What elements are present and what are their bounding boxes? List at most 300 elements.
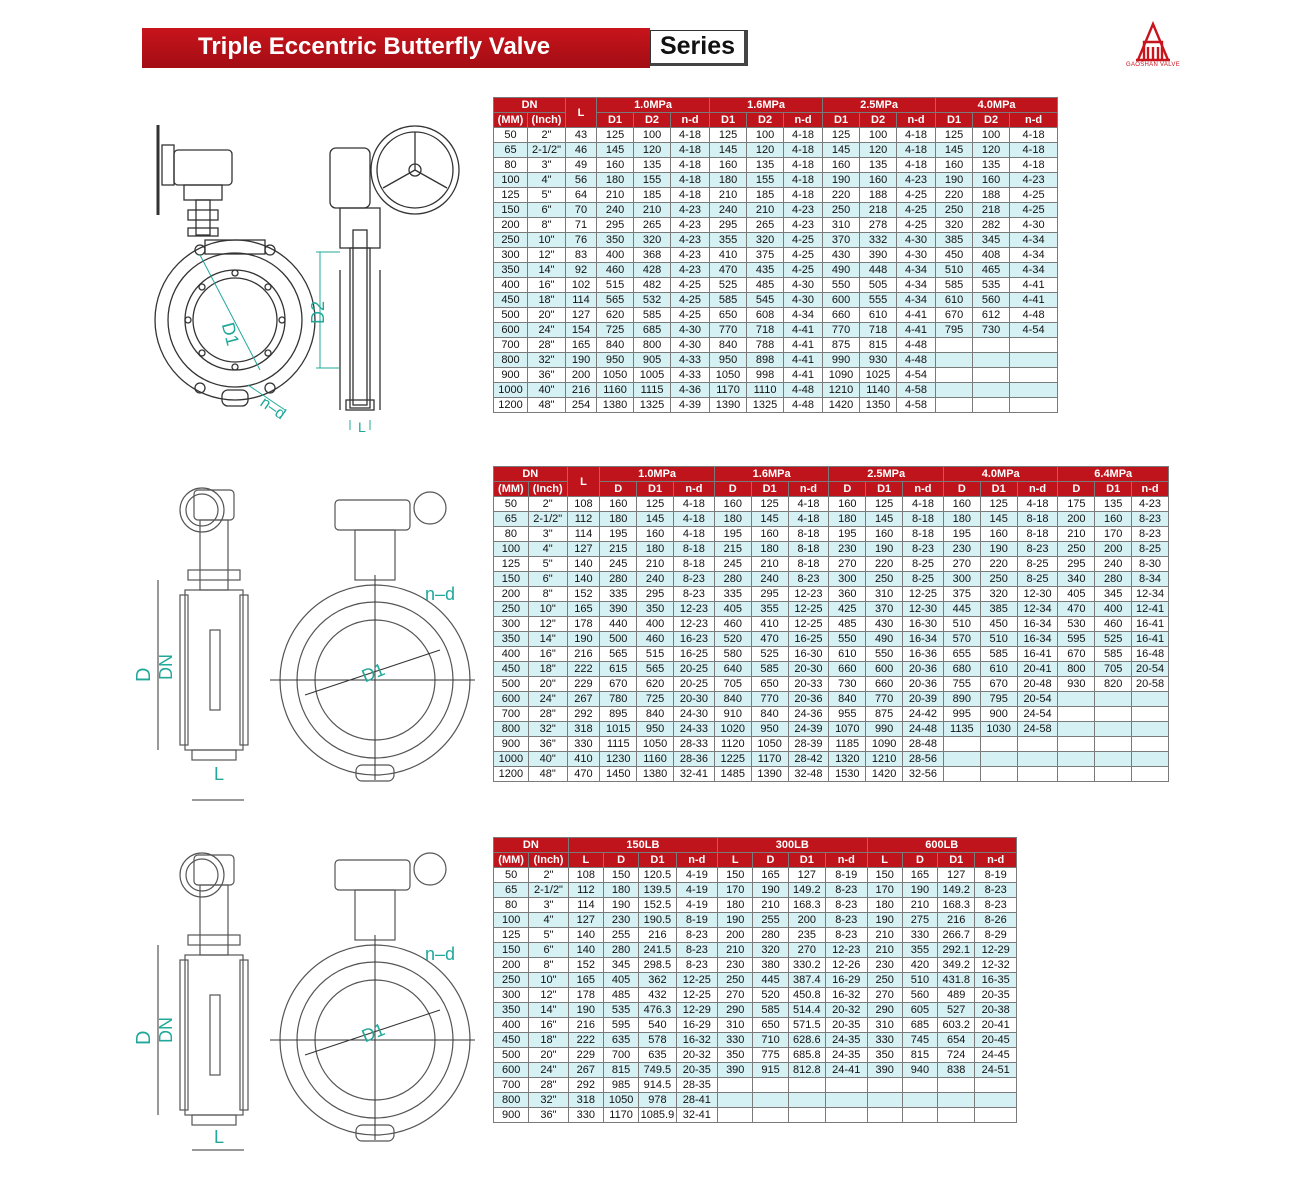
group-header: 4.0MPa (943, 467, 1058, 482)
table-cell: 2" (528, 497, 567, 512)
table-cell: 12-30 (903, 602, 944, 617)
table-row (494, 248, 1058, 263)
table-cell: 1115 (600, 737, 637, 752)
table-cell: 635 (639, 1048, 676, 1063)
table-cell: 112 (567, 512, 600, 527)
table-cell: 28-33 (673, 737, 714, 752)
table-cell: 160 (973, 173, 1010, 188)
table-cell: 4-23 (897, 173, 936, 188)
column-header: D (600, 482, 637, 497)
table-cell: 1420 (823, 398, 860, 413)
column-header: D1 (637, 482, 674, 497)
table-cell (973, 338, 1010, 353)
table-cell: 235 (788, 928, 825, 943)
table-cell: 700 (494, 1078, 529, 1093)
table-cell: 28" (528, 707, 567, 722)
table-cell: 571.5 (788, 1018, 825, 1033)
table-row (494, 737, 1169, 752)
table-cell: 270 (718, 988, 753, 1003)
table-cell: 405 (1058, 587, 1095, 602)
table-cell: 190 (980, 542, 1017, 557)
table-cell: 100 (494, 542, 529, 557)
table-cell: 140 (567, 557, 600, 572)
table-cell (902, 1093, 937, 1108)
table-cell: 4-23 (1132, 497, 1169, 512)
table-cell: 430 (866, 617, 903, 632)
table-cell: 514.4 (788, 1003, 825, 1018)
table-cell: 610 (829, 647, 866, 662)
table-cell: 20-33 (788, 677, 829, 692)
table-cell: 431.8 (938, 973, 975, 988)
table-cell: 4-18 (1010, 158, 1058, 173)
table-cell: 8-23 (673, 587, 714, 602)
table-cell: 4-30 (1010, 218, 1058, 233)
table-row (494, 1018, 1017, 1033)
table-cell: 20-35 (825, 1018, 867, 1033)
group-header: 2.5MPa (823, 98, 936, 113)
table-cell: 4-18 (673, 512, 714, 527)
table-cell: 8-23 (676, 943, 718, 958)
table-cell: 8-23 (788, 572, 829, 587)
table-cell: 190 (866, 542, 903, 557)
table-cell: 120 (634, 143, 671, 158)
column-header: D (753, 853, 788, 868)
table-cell: 1020 (714, 722, 751, 737)
table-cell: 12-25 (676, 973, 718, 988)
table-cell: 150 (494, 572, 529, 587)
table-cell: 770 (710, 323, 747, 338)
table-cell: 250 (494, 233, 528, 248)
group-header: 1.6MPa (710, 98, 823, 113)
table-cell: 1390 (710, 398, 747, 413)
table-row (494, 278, 1058, 293)
table-cell: 4-18 (671, 188, 710, 203)
table-cell: 1225 (714, 752, 751, 767)
table-cell: 4-19 (676, 898, 718, 913)
table-cell: 4-41 (784, 368, 823, 383)
table-cell: 270 (943, 557, 980, 572)
table-cell: 1050 (603, 1093, 638, 1108)
table-cell: 275 (902, 913, 937, 928)
table-cell: 5" (528, 557, 567, 572)
table-cell: 4-41 (784, 338, 823, 353)
table-cell: 125 (980, 497, 1017, 512)
table-cell: 2" (528, 128, 566, 143)
table-cell: 190 (566, 353, 597, 368)
table-cell: 180 (714, 512, 751, 527)
table-cell: 24-54 (1017, 707, 1058, 722)
table-cell: 4-58 (897, 398, 936, 413)
table-cell: 8-18 (788, 542, 829, 557)
table-cell: 4-34 (1010, 248, 1058, 263)
table-cell: 485 (747, 278, 784, 293)
table-cell: 280 (603, 943, 638, 958)
table-cell: 4-18 (897, 128, 936, 143)
table-cell: 8-18 (1017, 512, 1058, 527)
table-cell: 16-41 (1017, 647, 1058, 662)
table-cell: 362 (639, 973, 676, 988)
table-cell: 20-36 (788, 692, 829, 707)
table-cell: 265 (634, 218, 671, 233)
column-header: L (867, 853, 902, 868)
table-cell: 295 (1058, 557, 1095, 572)
table-cell: 16" (529, 1018, 568, 1033)
table-cell: 160 (600, 497, 637, 512)
table-cell: 978 (639, 1093, 676, 1108)
table-cell: 8-23 (903, 542, 944, 557)
table-row (494, 1093, 1017, 1108)
table-row (494, 913, 1017, 928)
table-cell: 46 (566, 143, 597, 158)
table-cell: 4-30 (671, 323, 710, 338)
table-cell: 180 (597, 173, 634, 188)
table-cell: 890 (943, 692, 980, 707)
table-cell: 218 (973, 203, 1010, 218)
table-cell: 125 (866, 497, 903, 512)
table-cell: 150 (867, 868, 902, 883)
table-cell: 900 (980, 707, 1017, 722)
title-banner (142, 28, 748, 68)
table-cell: 8-25 (903, 557, 944, 572)
nd-label-3: n–d (425, 944, 456, 964)
table-cell: 8-26 (975, 913, 1017, 928)
table-cell: 545 (747, 293, 784, 308)
table-cell: 603.2 (938, 1018, 975, 1033)
table-cell: 1200 (494, 767, 529, 782)
table-cell: 24-35 (825, 1048, 867, 1063)
table-cell: 145 (936, 143, 973, 158)
table-cell: 450 (980, 617, 1017, 632)
table-cell (1095, 707, 1132, 722)
table-cell: 6" (529, 943, 568, 958)
table-cell: 320 (747, 233, 784, 248)
spec-table-flanged-mpa (493, 466, 1169, 782)
table-row (494, 497, 1169, 512)
table-cell: 24-58 (1017, 722, 1058, 737)
table-cell: 165 (566, 338, 597, 353)
table-cell: 705 (714, 677, 751, 692)
table-cell: 188 (973, 188, 1010, 203)
table-cell: 210 (1058, 527, 1095, 542)
table-cell: 500 (494, 677, 529, 692)
valve-drawing-wafer (140, 110, 480, 450)
table-cell: 8-25 (1017, 557, 1058, 572)
table-cell: 40" (528, 383, 566, 398)
table-cell: 4-41 (1010, 293, 1058, 308)
table-cell: 815 (902, 1048, 937, 1063)
table-cell: 585 (634, 308, 671, 323)
table-cell: 270 (829, 557, 866, 572)
table-cell: 420 (902, 958, 937, 973)
table-cell: 160 (980, 527, 1017, 542)
table-cell: 3" (528, 158, 566, 173)
table-cell: 4-23 (784, 218, 823, 233)
table-cell: 445 (753, 973, 788, 988)
table-cell: 410 (751, 617, 788, 632)
table-cell: 440 (600, 617, 637, 632)
table-cell: 4-18 (784, 173, 823, 188)
table-cell: 152 (567, 587, 600, 602)
table-cell: 4-25 (784, 263, 823, 278)
table-cell (975, 1093, 1017, 1108)
table-cell: 4-18 (897, 143, 936, 158)
table-cell: 230 (943, 542, 980, 557)
table-cell: 660 (866, 677, 903, 692)
table-cell: 18" (528, 662, 567, 677)
table-cell: 24-51 (975, 1063, 1017, 1078)
table-cell: 4-34 (897, 278, 936, 293)
table-cell: 4-18 (671, 173, 710, 188)
l-header: L (567, 467, 600, 497)
table-cell: 410 (567, 752, 600, 767)
column-header: n-d (784, 113, 823, 128)
table-cell: 654 (938, 1033, 975, 1048)
table-cell: 800 (494, 722, 529, 737)
table-cell: 180 (943, 512, 980, 527)
table-cell: 1025 (860, 368, 897, 383)
dn-header: DN (494, 838, 569, 853)
table-row (494, 188, 1058, 203)
table-cell (825, 1093, 867, 1108)
table-cell: 4-39 (671, 398, 710, 413)
table-cell: 230 (603, 913, 638, 928)
table-cell: 476.3 (639, 1003, 676, 1018)
table-cell: 4-23 (671, 218, 710, 233)
table-cell: 240 (637, 572, 674, 587)
table-cell: 355 (902, 943, 937, 958)
table-cell: 168.3 (788, 898, 825, 913)
table-cell: 350 (718, 1048, 753, 1063)
column-header: n-d (671, 113, 710, 128)
table-cell: 12-23 (825, 943, 867, 958)
table-cell (936, 368, 973, 383)
table-cell: 150 (494, 203, 528, 218)
table-cell: 505 (860, 278, 897, 293)
table-cell: 620 (597, 308, 634, 323)
table-cell: 550 (829, 632, 866, 647)
group-header: 600LB (867, 838, 1016, 853)
table-cell: 170 (718, 883, 753, 898)
table-cell: 1030 (980, 722, 1017, 737)
table-cell: 160 (597, 158, 634, 173)
page-title: Triple Eccentric Butterfly Valve (198, 33, 551, 60)
table-cell: 80 (494, 158, 528, 173)
table-row (494, 1108, 1017, 1123)
table-cell: 220 (936, 188, 973, 203)
table-cell: 190 (867, 913, 902, 928)
table-cell: 10" (528, 602, 567, 617)
table-cell: 50 (494, 868, 529, 883)
table-cell: 490 (866, 632, 903, 647)
table-cell (1132, 707, 1169, 722)
table-cell: 112 (568, 883, 603, 898)
table-cell: 585 (1095, 647, 1132, 662)
table-cell: 510 (902, 973, 937, 988)
table-cell: 578 (639, 1033, 676, 1048)
table-cell: 20-48 (1017, 677, 1058, 692)
table-cell: 405 (714, 602, 751, 617)
table-cell: 250 (867, 973, 902, 988)
table-cell: 16-34 (1017, 617, 1058, 632)
table-cell (902, 1108, 937, 1123)
table-cell: 125 (597, 128, 634, 143)
table-cell: 450 (494, 1033, 529, 1048)
table-cell: 4-23 (784, 203, 823, 218)
table-cell: 8-23 (825, 928, 867, 943)
table-cell: 152 (568, 958, 603, 973)
table-cell: 320 (936, 218, 973, 233)
column-header: n-d (676, 853, 718, 868)
table-cell: 950 (637, 722, 674, 737)
table-cell: 43 (566, 128, 597, 143)
table-cell: 565 (597, 293, 634, 308)
table-cell: 345 (1095, 587, 1132, 602)
table-cell: 385 (980, 602, 1017, 617)
table-cell: 532 (634, 293, 671, 308)
table-row (494, 1033, 1017, 1048)
table-cell: 218 (860, 203, 897, 218)
table-row (494, 722, 1169, 737)
table-cell: 36" (528, 737, 567, 752)
table-cell: 1005 (634, 368, 671, 383)
table-cell: 160 (637, 527, 674, 542)
table-cell: 210 (634, 203, 671, 218)
table-cell: 195 (943, 527, 980, 542)
table-row (494, 752, 1169, 767)
table-cell: 83 (566, 248, 597, 263)
table-cell: 820 (1095, 677, 1132, 692)
table-cell: 250 (823, 203, 860, 218)
table-cell: 125 (823, 128, 860, 143)
table-cell: 12" (528, 617, 567, 632)
table-cell: 1530 (829, 767, 866, 782)
table-cell: 4-18 (1010, 143, 1058, 158)
table-cell: 290 (867, 1003, 902, 1018)
table-cell: 241.5 (639, 943, 676, 958)
table-cell: 4-34 (897, 263, 936, 278)
table-cell: 200 (1095, 542, 1132, 557)
table-cell: 16-29 (825, 973, 867, 988)
table-cell: 1170 (710, 383, 747, 398)
table-cell (1058, 737, 1095, 752)
table-cell: 28-36 (673, 752, 714, 767)
l-header: L (566, 98, 597, 128)
column-header: n-d (903, 482, 944, 497)
table-cell: 1090 (866, 737, 903, 752)
table-cell: 408 (973, 248, 1010, 263)
table-cell: 20" (528, 677, 567, 692)
table-cell: 16-32 (825, 988, 867, 1003)
table-cell: 120 (747, 143, 784, 158)
table-cell: 180 (603, 883, 638, 898)
table-cell: 4-41 (784, 323, 823, 338)
table-cell (936, 353, 973, 368)
table-cell: 210 (902, 898, 937, 913)
table-row (494, 868, 1017, 883)
column-header: D1 (597, 113, 634, 128)
table-cell: 355 (751, 602, 788, 617)
table-cell: 16-30 (788, 647, 829, 662)
series-label: Series (659, 32, 736, 60)
table-cell: 170 (1095, 527, 1132, 542)
table-cell: 240 (1095, 557, 1132, 572)
table-cell: 875 (823, 338, 860, 353)
table-cell: 8-19 (825, 868, 867, 883)
table-cell: 120 (860, 143, 897, 158)
table-cell: 4-18 (671, 158, 710, 173)
table-cell: 18" (529, 1033, 568, 1048)
table-cell: 995 (943, 707, 980, 722)
table-cell: 840 (637, 707, 674, 722)
table-cell: 510 (936, 263, 973, 278)
table-cell (1095, 767, 1132, 782)
table-cell: 160 (936, 158, 973, 173)
inch-header: (Inch) (528, 113, 566, 128)
table-cell: 56 (566, 173, 597, 188)
table-cell: 350 (494, 632, 529, 647)
column-header: n-d (897, 113, 936, 128)
group-header: 1.0MPa (600, 467, 715, 482)
table-cell: 8-23 (1132, 527, 1169, 542)
table-cell: 1170 (603, 1108, 638, 1123)
table-cell (936, 398, 973, 413)
table-cell: 5" (529, 928, 568, 943)
table-cell: 20-41 (1017, 662, 1058, 677)
table-cell: 310 (867, 1018, 902, 1033)
table-cell (1010, 338, 1058, 353)
table-cell: 140 (567, 572, 600, 587)
table-cell: 795 (980, 692, 1017, 707)
group-header: 2.5MPa (829, 467, 944, 482)
table-cell: 267 (567, 692, 600, 707)
table-cell: 840 (829, 692, 866, 707)
table-cell: 20-25 (673, 662, 714, 677)
table-cell: 550 (866, 647, 903, 662)
table-cell: 4-18 (788, 512, 829, 527)
table-row (494, 368, 1058, 383)
table-cell: 20-32 (825, 1003, 867, 1018)
d2-label: D2 (308, 300, 328, 324)
table-cell: 355 (710, 233, 747, 248)
d1-label: D1 (217, 320, 244, 348)
table-cell: 216 (567, 647, 600, 662)
table-row (494, 323, 1058, 338)
table-cell: 125 (494, 557, 529, 572)
table-cell (938, 1093, 975, 1108)
table-cell: 4-36 (671, 383, 710, 398)
table-cell: 4-23 (671, 233, 710, 248)
table-cell: 20-36 (903, 662, 944, 677)
table-cell: 65 (494, 883, 529, 898)
table-cell: 12-29 (676, 1003, 718, 1018)
table-row (494, 1063, 1017, 1078)
table-cell: 335 (600, 587, 637, 602)
table-cell: 12-34 (1017, 602, 1058, 617)
table-cell: 725 (597, 323, 634, 338)
table-cell: 125 (710, 128, 747, 143)
table-cell: 20-30 (673, 692, 714, 707)
table-cell: 229 (567, 677, 600, 692)
table-cell: 385 (936, 233, 973, 248)
table-cell: 20-54 (1017, 692, 1058, 707)
table-cell: 40" (528, 752, 567, 767)
table-cell: 800 (494, 353, 528, 368)
column-header: D (603, 853, 638, 868)
table-cell: 670 (936, 308, 973, 323)
table-cell: 718 (747, 323, 784, 338)
inch-header: (Inch) (529, 853, 568, 868)
table-cell: 8-25 (1017, 572, 1058, 587)
